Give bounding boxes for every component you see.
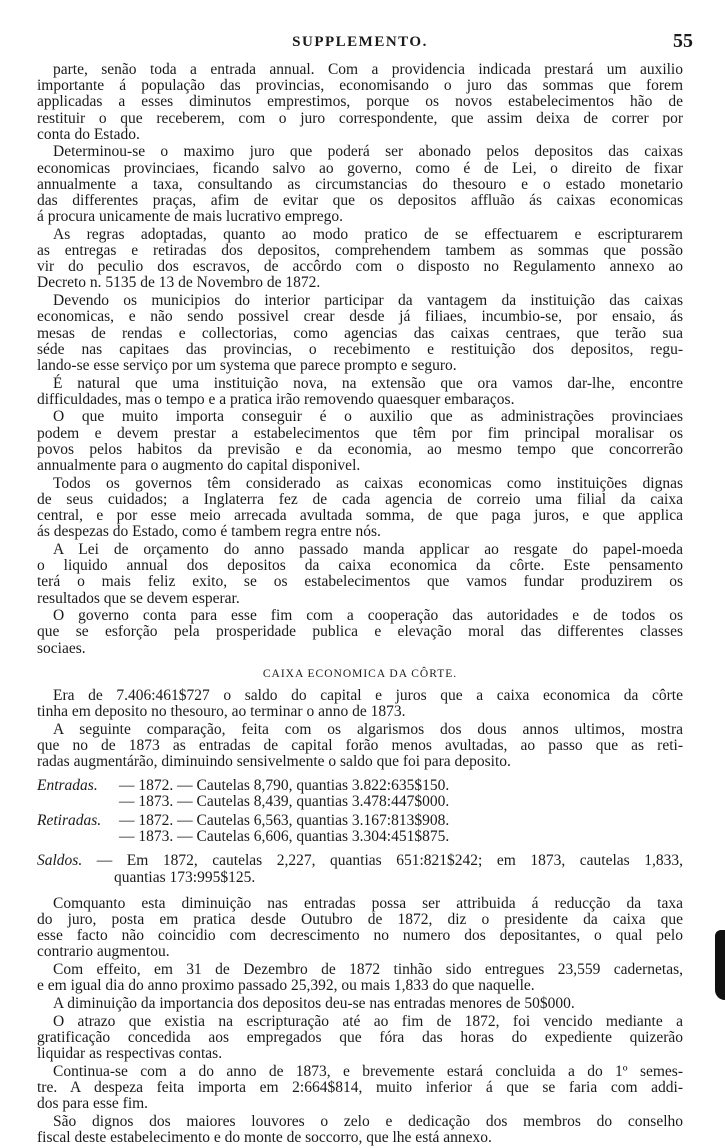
- ledger-text: — 1873. — Cautelas 8,439, quantias 3.478:447$000.: [119, 793, 450, 811]
- running-title: SUPPLEMENTO.: [292, 34, 428, 50]
- text-line: importante á população das provincias, economisando o juro das sommas que forem: [37, 77, 683, 95]
- paragraph: [37, 376, 683, 408]
- text-line: restituir o que receberem, com o juro correspondente, que assim deixa de correr por: [37, 109, 683, 127]
- text-line: annualmente a taxa, consultando as circumstancias do thesouro e o estado monetario: [37, 175, 683, 193]
- paragraphs-bottom: [37, 896, 683, 1146]
- text-line: Era de 7.406:461$727 o saldo do capital e juros que a caixa economica da côrte: [53, 686, 683, 704]
- saldos-line-1: — Em 1872, cautelas 2,227, quantias 651:821$242; em 1873, cautelas 1,833,: [96, 852, 683, 870]
- text-line: sociaes.: [37, 639, 86, 657]
- text-line: annualmente para o augmento do capital disponivel.: [37, 457, 361, 474]
- paragraph: [37, 542, 683, 607]
- text-line: liquidar as respectivas contas.: [37, 1044, 223, 1062]
- section-heading: CAIXA ECONOMICA DA CÔRTE.: [262, 667, 458, 680]
- text-line: O atrazo que existia na escripturação até ao fim de 1872, foi vencido mediante a: [53, 1012, 683, 1030]
- text-line: tinha em deposito no thesouro, ao terminar o anno de 1873.: [37, 703, 406, 721]
- text-line: A Lei de orçamento do anno passado manda applicar ao resgate do papel-moeda: [53, 540, 683, 558]
- text-line: radas augmentárão, diminuindo sensivelmente o saldo que foi para deposito.: [37, 753, 511, 771]
- paragraph: [37, 1114, 683, 1146]
- paragraphs-top: [37, 62, 683, 657]
- text-line: As regras adoptadas, quanto ao modo pratico de se effectuarem e escripturarem: [53, 225, 683, 243]
- text-line: São dignos dos maiores louvores o zelo e dedicação dos membros do conselho: [53, 1112, 683, 1130]
- text-line: mesas de rendas e collectorias, como agencias das caixas centraes, que terão sua: [37, 324, 683, 342]
- paragraph: [37, 608, 683, 657]
- page-header: [37, 30, 693, 54]
- text-line: do juro, posta em pratica desde Outubro de 1872, diz o presidente da caixa que: [37, 910, 683, 928]
- paragraph: [37, 688, 683, 720]
- paragraph: [37, 1014, 683, 1063]
- ledger-label: [37, 829, 119, 845]
- text-line: o liquido annual dos depositos da caixa economica da côrte. Este pensamento: [37, 557, 683, 575]
- text-line: resultados que se devem esperar.: [37, 589, 240, 607]
- text-line: de seus cuidados; a Inglaterra fez de cada agencia de correio uma filial da caixa: [37, 490, 683, 508]
- text-line: ás despezas do Estado, como é tambem regra entre nós.: [37, 523, 381, 541]
- ledger-row: [37, 829, 683, 845]
- text-line: applicadas a esses diminutos emprestimos, porque os novos estabelecimentos hão de: [37, 93, 683, 111]
- ledger-text: — 1872. — Cautelas 6,563, quantias 3.167:813$908.: [119, 812, 450, 830]
- scan-edge-mark: [715, 930, 725, 1000]
- text-line: A seguinte comparação, feita com os algarismos dos dous annos ultimos, mostra: [53, 720, 683, 738]
- text-line: das differentes praças, afim de evitar que os depositos affluão ás caixas economicas: [37, 192, 683, 209]
- paragraph: [37, 476, 683, 541]
- text-line: podem e devem prestar a estabelecimentos que têm por fim principal moralisar os: [37, 424, 683, 442]
- ledger-row: [37, 794, 683, 810]
- paragraph: [37, 996, 683, 1012]
- saldos-line-2: quantias 173:995$125.: [114, 868, 256, 886]
- text-line: e em igual dia do anno proximo passado 25,392, ou mais 1,833 do que naquelle.: [37, 977, 535, 995]
- text-line: Devendo os municipios do interior participar da vantagem da instituição das caixas: [53, 292, 683, 310]
- text-line: Continua-se com a do anno de 1873, e brevemente estará concluida a do 1º semes-: [53, 1062, 683, 1080]
- ledger-label: Entradas.: [37, 777, 98, 795]
- paragraph: [37, 409, 683, 474]
- text-line: economicas, e não sendo possivel crear desde já filiaes, incumbio-se, por ensaio, ás: [37, 308, 683, 326]
- text-line: terá o mais feliz exito, se os estabelecimentos que vamos fundar produzirem os: [37, 573, 683, 591]
- text-line: O que muito importa conseguir é o auxilio que as administrações provinciaes: [53, 408, 683, 426]
- text-line: Decreto n. 5135 de 13 de Novembro de 1872.: [37, 274, 321, 292]
- paragraph: [37, 144, 683, 225]
- text-line: fiscal deste estabelecimento e do monte de soccorro, que lhe está annexo.: [37, 1128, 492, 1146]
- body-text: [37, 62, 683, 1148]
- text-line: dos para esse fim.: [37, 1095, 149, 1113]
- text-line: A diminuição da importancia dos depositos deu-se nas entradas menores de 50$000.: [53, 994, 575, 1012]
- ledger-row: [37, 813, 683, 829]
- ledger-text: — 1872. — Cautelas 8,790, quantias 3.822:635$150.: [119, 777, 450, 795]
- text-line: vir do peculio dos escravos, de accôrdo com o disposto no Regulamento annexo ao: [37, 258, 683, 276]
- text-line: Com effeito, em 31 de Dezembro de 1872 tinhão sido entregues 23,559 cadernetas,: [53, 961, 683, 979]
- paragraph: [37, 1064, 683, 1113]
- text-line: povos pelos habitos da previsão e da economia, ao mesmo tempo que concorrerão: [37, 440, 683, 458]
- paragraph: [37, 962, 683, 994]
- text-line: que no de 1873 as entradas de capital forão menos avultadas, ao passo que as reti-: [37, 737, 683, 755]
- ledger-label: Retiradas.: [37, 812, 102, 830]
- text-line: contrario augmentou.: [37, 943, 170, 961]
- text-line: economicas provinciaes, ficando salvo ao governo, como é de Lei, o direito de fixar: [37, 159, 683, 177]
- paragraph: [37, 896, 683, 961]
- text-line: conta do Estado.: [37, 125, 140, 143]
- text-line: lando-se esse serviço por um systema que parece prompto e seguro.: [37, 356, 457, 374]
- paragraphs-mid: [37, 688, 683, 770]
- text-line: que se esforção pela prosperidade publica e elevação moral das differentes classes: [37, 623, 683, 641]
- text-line: O governo conta para esse fim com a cooperação das autoridades e de todos os: [53, 607, 683, 625]
- saldos-entry: [37, 853, 683, 885]
- text-line: séde nas capitaes das provincias, o recebimento e restituição dos depositos, regu-: [37, 340, 683, 358]
- text-line: Determinou-se o maximo juro que poderá ser abonado pelos depositos das caixas: [53, 143, 683, 161]
- page-number: 55: [673, 30, 693, 52]
- ledger-table: [37, 778, 683, 845]
- text-line: esse facto não coincidio com decrescimento no numero dos depositantes, o qual pelo: [37, 927, 683, 945]
- ledger-label: [37, 794, 119, 810]
- text-line: Todos os governos têm considerado as caixas economicas como instituições dignas: [53, 474, 683, 492]
- text-line: tre. A despeza feita importa em 2:664$814, muito inferior á que se faria com addi-: [37, 1078, 683, 1096]
- text-line: É natural que uma instituição nova, na extensão que ora vamos dar-lhe, encontre: [53, 374, 683, 392]
- text-line: parte, senão toda a entrada annual. Com a providencia indicada prestará um auxilio: [53, 61, 683, 78]
- text-line: gratificação concedida aos empregados que fóra das horas do expediente quizerão: [37, 1028, 683, 1046]
- text-line: á procura unicamente de mais lucrativo emprego.: [37, 208, 343, 226]
- ledger-row: [37, 778, 683, 794]
- paragraph: [37, 293, 683, 374]
- text-line: as entregas e retiradas dos depositos, comprehendem tambem as sommas que possão: [37, 242, 683, 260]
- paragraph: [37, 722, 683, 771]
- saldos-label: Saldos.: [37, 852, 83, 870]
- text-line: central, e por esse meio arrecada avultada somma, de que paga juros, e que applica: [37, 507, 683, 525]
- ledger-text: — 1873. — Cautelas 6,606, quantias 3.304:451$875.: [119, 828, 450, 846]
- text-line: difficuldades, mas o tempo e a pratica irão removendo quaesquer embaraços.: [37, 390, 515, 408]
- text-line: Comquanto esta diminuição nas entradas possa ser attribuida á reducção da taxa: [53, 894, 683, 912]
- paragraph: [37, 62, 683, 143]
- paragraph: [37, 227, 683, 292]
